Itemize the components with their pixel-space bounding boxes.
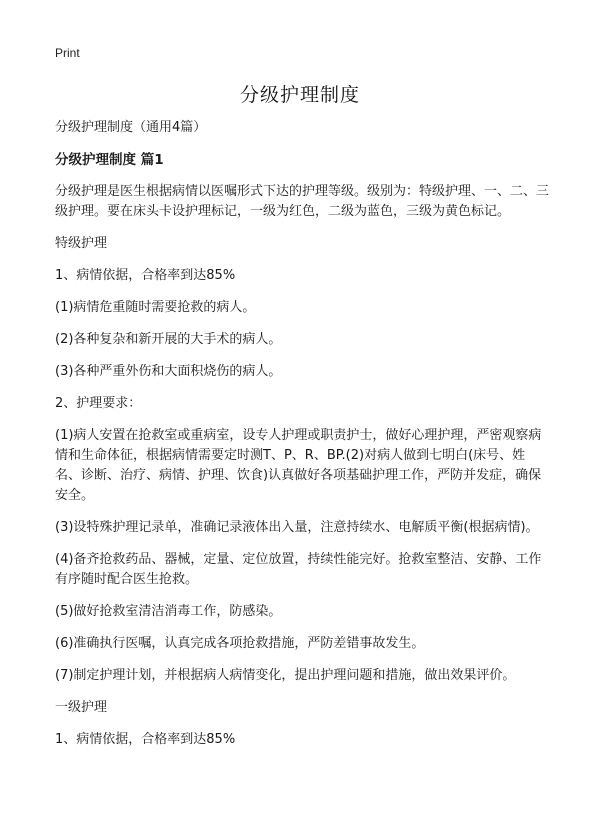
document-title: 分级护理制度 bbox=[239, 84, 360, 106]
paragraph-req-7: (7)制定护理计划，并根据病人病情变化，提出护理问题和措施，做出效果评价。 bbox=[55, 668, 516, 683]
paragraph-req-5: (5)做好抢救室清洁消毒工作，防感染。 bbox=[55, 604, 282, 619]
paragraph-req-6: (6)准确执行医嘱，认真完成各项抢救措施，严防差错事故发生。 bbox=[55, 636, 425, 651]
paragraph-item-3: (3)各种严重外伤和大面积烧伤的病人。 bbox=[55, 364, 282, 379]
section-heading: 分级护理制度 篇1 bbox=[55, 152, 164, 168]
document-body bbox=[55, 118, 549, 762]
paragraph-req-3: (3)设特殊护理记录单，准确记录液体出入量，注意持续水、电解质平衡(根据病情)。 bbox=[55, 520, 539, 535]
paragraph-req-1: (1)病人安置在抢救室或重病室，设专人护理或职责护士，做好心理护理，严密观察病情和生命体征，根据病情需要定时测T、P、R、BP.(2)对病人做到七明白(床号、姓名、诊断、治疗、病情、护理、饮食)认真做好各项基础护理工作，严防并发症，确保安全。 bbox=[55, 428, 542, 503]
paragraph-first-level-care: 一级护理 bbox=[55, 700, 108, 715]
paragraph-item-1: (1)病情危重随时需要抢救的病人。 bbox=[55, 300, 256, 315]
print-label[interactable]: Print bbox=[55, 46, 80, 60]
paragraph-requirements: 2、护理要求： bbox=[55, 396, 142, 411]
paragraph-req-4: (4)备齐抢救药品、器械，定量、定位放置，持续性能完好。抢救室整洁、安静、工作有序随时配合医生抢救。 bbox=[55, 552, 542, 587]
intro-paragraph: 分级护理是医生根据病情以医嘱形式下达的护理等级。级别为：特级护理、一、二、三级护理。要在床头卡设护理标记，一级为红色，二级为蓝色，三级为黄色标记。 bbox=[55, 184, 550, 219]
document-subtitle: 分级护理制度（通用4篇） bbox=[55, 120, 207, 135]
paragraph-item-2: (2)各种复杂和新开展的大手术的病人。 bbox=[55, 332, 282, 347]
paragraph-criteria-first-level: 1、病情依据，合格率到达85% bbox=[55, 732, 236, 747]
paragraph-special-care: 特级护理 bbox=[55, 236, 108, 251]
paragraph-criteria-1: 1、病情依据，合格率到达85% bbox=[55, 268, 236, 283]
